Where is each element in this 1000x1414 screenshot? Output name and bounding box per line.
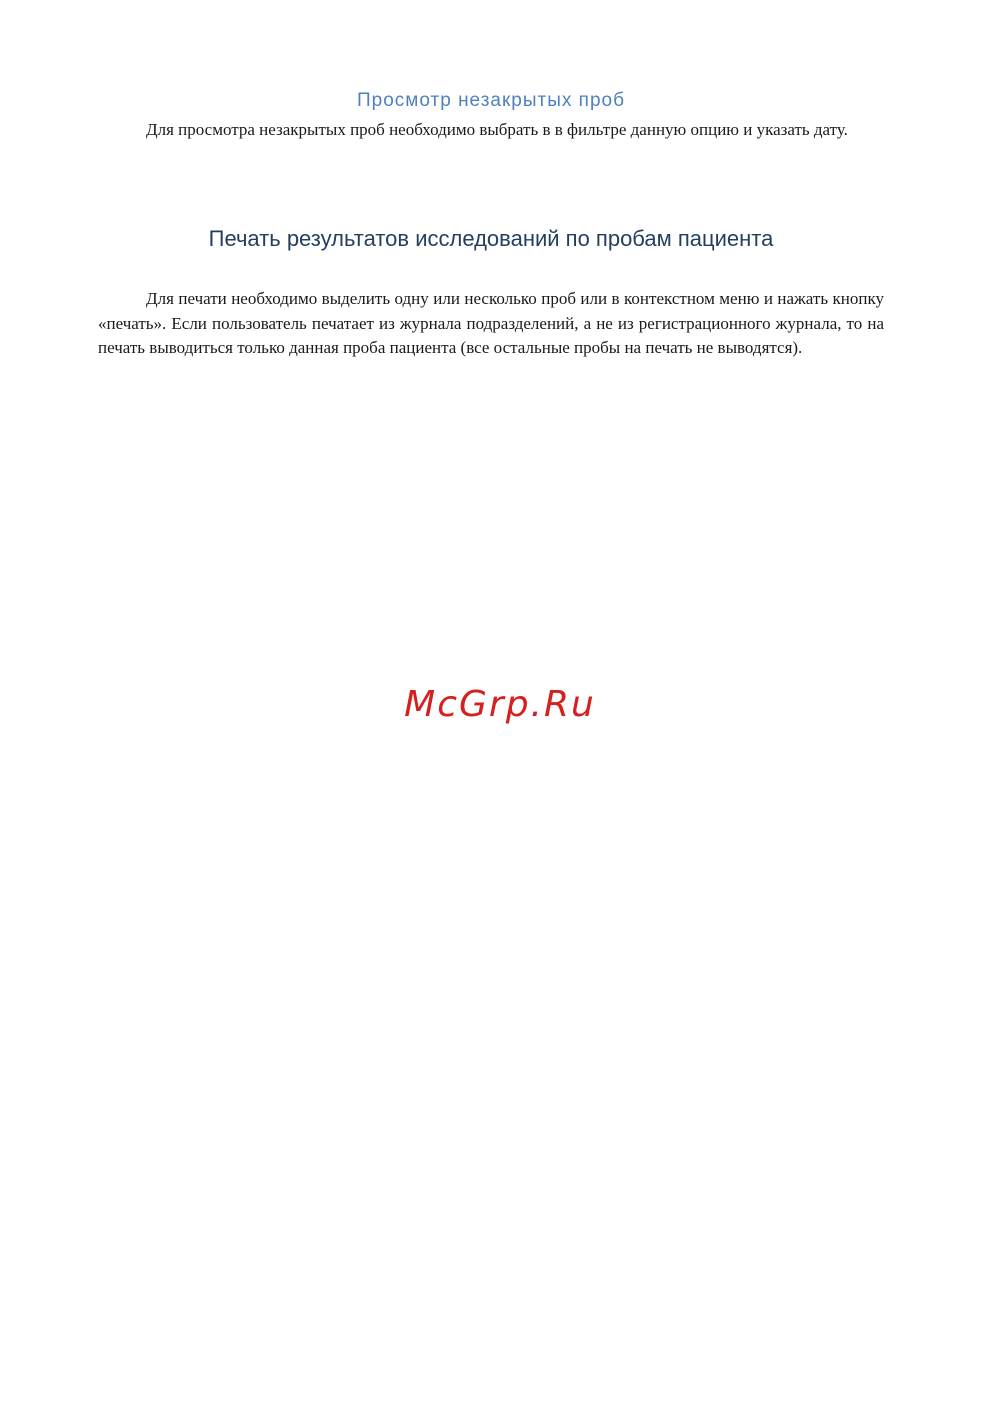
section-heading-unclosed-samples: Просмотр незакрытых проб xyxy=(357,90,625,111)
section-paragraph-print-results: Для печати необходимо выделить одну или несколько проб или в контекстном меню и нажать кнопку «печать». Если пользователь печатает из журнала подразделений, а не из регистрационного журнала, то на печать выводиться только данная проба пациента (все остальные пробы на печать не выводятся). xyxy=(98,289,884,357)
watermark-logo: McGrp.Ru xyxy=(404,684,596,725)
section-heading-print-results: Печать результатов исследований по пробам пациента xyxy=(208,226,774,251)
section-paragraph-unclosed-samples: Для просмотра незакрытых проб необходимо выбрать в в фильтре данную опцию и указать дату. xyxy=(146,120,848,139)
